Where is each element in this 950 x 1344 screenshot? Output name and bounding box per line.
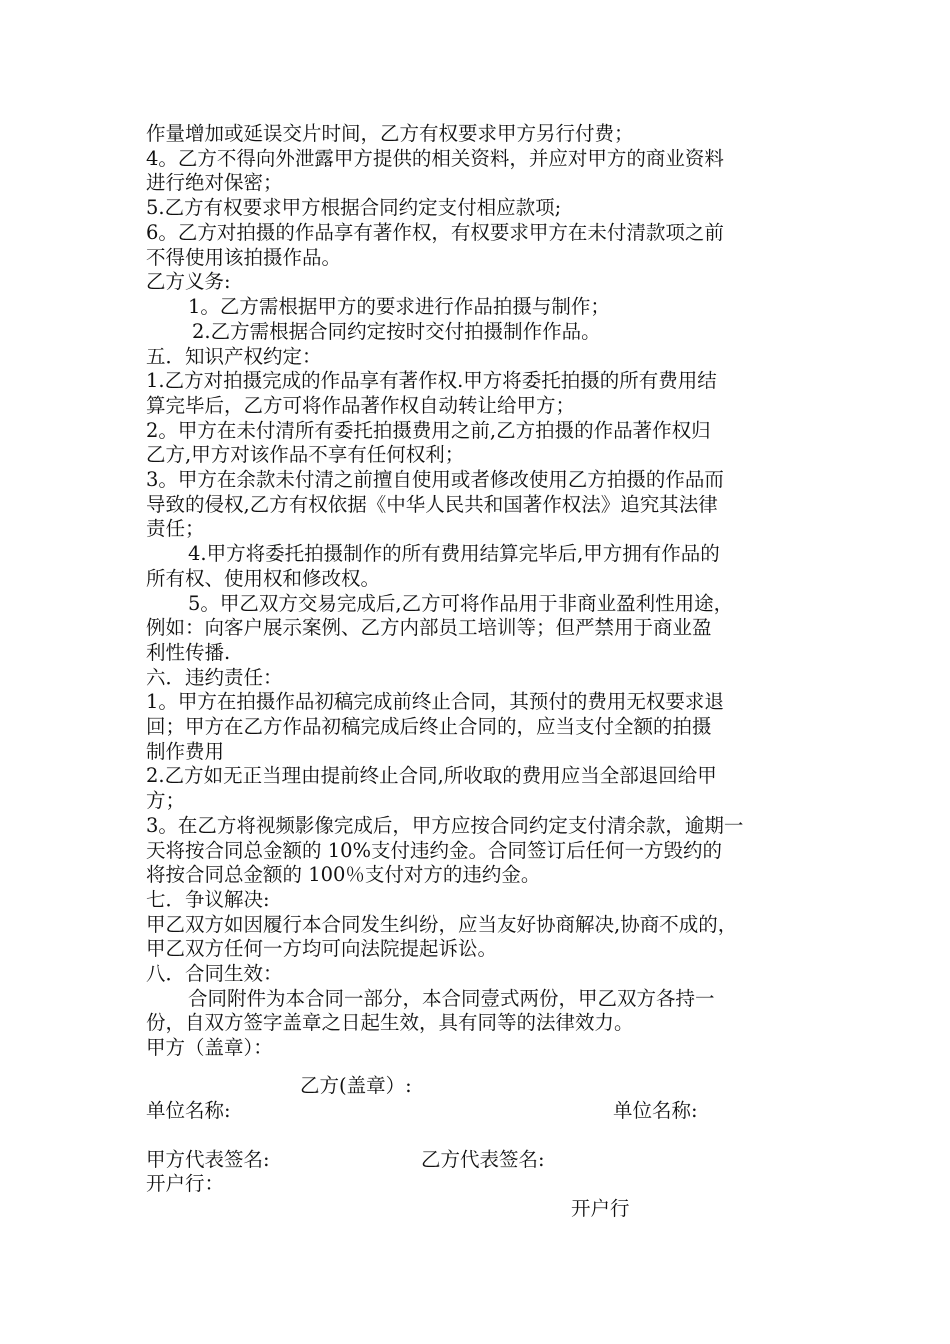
contract-line: 进行绝对保密； (146, 171, 283, 194)
rep-sign-b-label: 乙方代表签名: (421, 1148, 545, 1171)
contract-line: 不得使用该拍摄作品。 (146, 246, 342, 269)
bank-b-label: 开户行 (571, 1197, 630, 1220)
contract-line: 天将按合同总金额的 10%支付违约金。合同签订后任何一方毁约的 (146, 839, 723, 862)
contract-line: 例如：向客户展示案例、乙方内部员工培训等；但严禁用于商业盈 (146, 616, 712, 639)
contract-line: 甲乙双方如因履行本合同发生纠纷，应当友好协商解决,协商不成的， (146, 913, 738, 936)
contract-line: 五．知识产权约定： (146, 345, 322, 368)
contract-line: 乙方,甲方对该作品不享有任何权利； (146, 443, 465, 466)
contract-line: 份，自双方签字盖章之日起生效，具有同等的法律效力。 (146, 1011, 634, 1034)
contract-line: 算完毕后，乙方可将作品著作权自动转让给甲方； (146, 394, 576, 417)
contract-line: 回；甲方在乙方作品初稿完成后终止合同的，应当支付全额的拍摄 (146, 715, 712, 738)
contract-line: 2.乙方如无正当理由提前终止合同,所收取的费用应当全部退回给甲 (146, 764, 717, 787)
party-b-seal-label: 乙方(盖章）: (300, 1074, 412, 1097)
contract-line: 六．违约责任： (146, 666, 283, 689)
contract-line: 所有权、使用权和修改权。 (146, 567, 381, 590)
contract-line: 利性传播. (146, 641, 231, 664)
contract-line: 作量增加或延误交片时间，乙方有权要求甲方另行付费； (146, 122, 634, 145)
contract-line: 2.乙方需根据合同约定按时交付拍摄制作作品。 (192, 320, 601, 343)
contract-line: 5.乙方有权要求甲方根据合同约定支付相应款项; (146, 196, 562, 219)
contract-line: 乙方义务: (146, 270, 231, 293)
contract-line: 七．争议解决: (146, 888, 270, 911)
contract-line: 6。乙方对拍摄的作品享有著作权，有权要求甲方在未付清款项之前 (146, 221, 724, 244)
unit-name-a-label: 单位名称: (146, 1099, 231, 1122)
contract-line: 4.甲方将委托拍摄制作的所有费用结算完毕后,甲方拥有作品的 (188, 542, 720, 565)
unit-name-b-label: 单位名称: (613, 1099, 698, 1122)
contract-line: 责任； (146, 517, 205, 540)
rep-sign-a-label: 甲方代表签名: (146, 1148, 270, 1171)
contract-line: 1.乙方对拍摄完成的作品享有著作权.甲方将委托拍摄的所有费用结 (146, 369, 717, 392)
contract-line: 甲方（盖章）： (146, 1036, 273, 1059)
contract-line: 3。在乙方将视频影像完成后，甲方应按合同约定支付清余款，逾期一 (146, 814, 744, 837)
contract-line: 2。甲方在未付清所有委托拍摄费用之前,乙方拍摄的作品著作权归 (146, 419, 711, 442)
contract-line: 3。甲方在余款未付清之前擅自使用或者修改使用乙方拍摄的作品而 (146, 468, 724, 491)
contract-line: 5。甲乙双方交易完成后,乙方可将作品用于非商业盈利性用途， (188, 592, 734, 615)
contract-line: 甲乙双方任何一方均可向法院提起诉讼。 (146, 937, 498, 960)
contract-line: 制作费用 (146, 740, 225, 763)
contract-line: 导致的侵权,乙方有权依据《中华人民共和国著作权法》追究其法律 (146, 493, 718, 516)
contract-line: 八．合同生效： (146, 962, 283, 985)
contract-line: 将按合同总金额的 100％支付对方的违约金。 (146, 863, 541, 886)
contract-line: 1。乙方需根据甲方的要求进行作品拍摄与制作； (188, 295, 610, 318)
contract-line: 4。乙方不得向外泄露甲方提供的相关资料，并应对甲方的商业资料 (146, 147, 724, 170)
contract-line: 方； (146, 789, 186, 812)
contract-line: 1。甲方在拍摄作品初稿完成前终止合同，其预付的费用无权要求退 (146, 690, 724, 713)
contract-line: 合同附件为本合同一部分，本合同壹式两份，甲乙双方各持一 (188, 987, 715, 1010)
bank-a-label: 开户行： (146, 1172, 225, 1195)
